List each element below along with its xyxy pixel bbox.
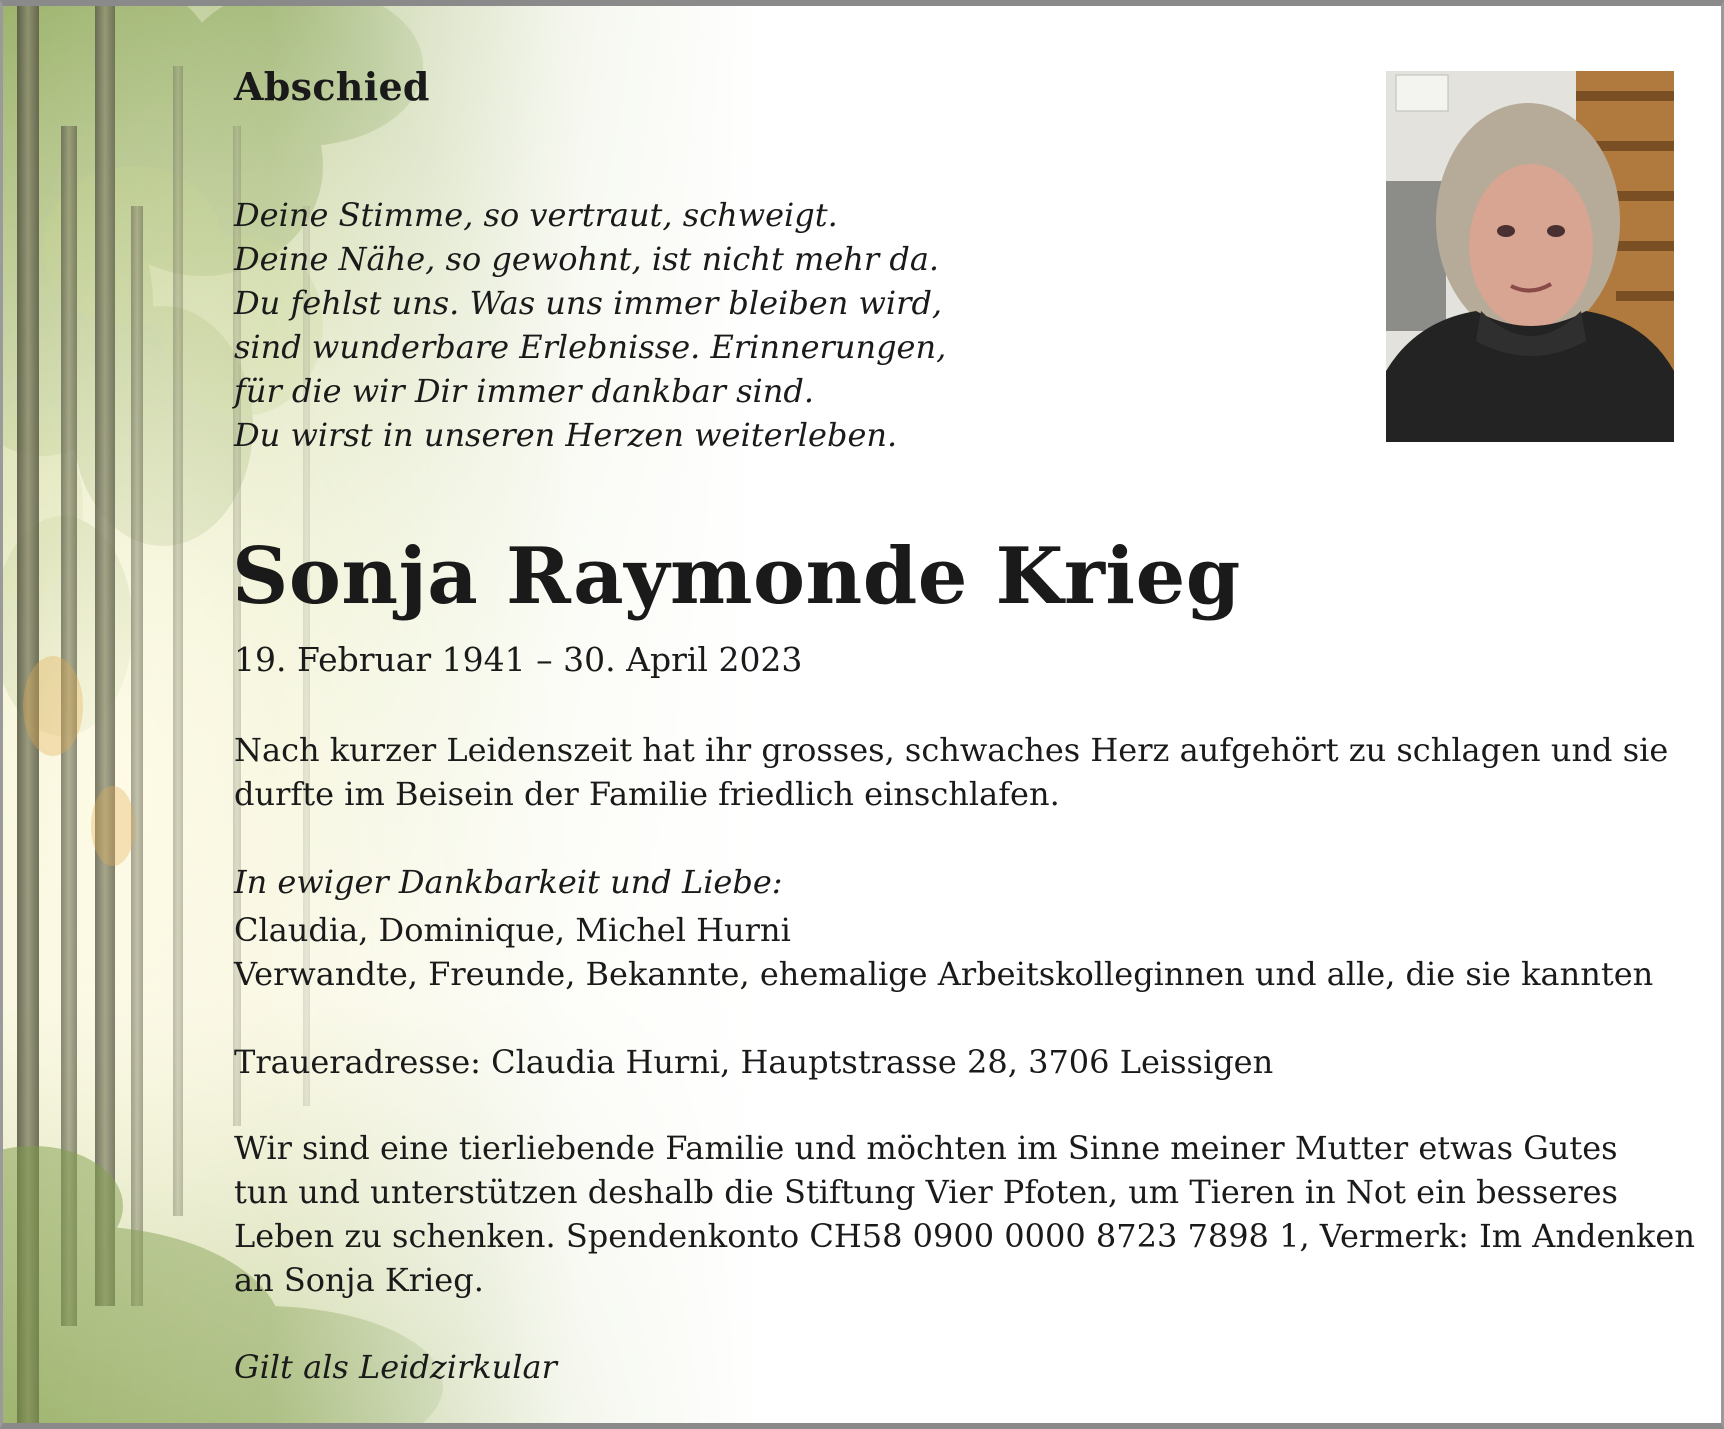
portrait-photo bbox=[1386, 71, 1674, 442]
announcement-paragraph bbox=[234, 728, 1694, 816]
mourners-others: Verwandte, Freunde, Bekannte, ehemalige Arbeitskolleginnen und alle, die sie kannten bbox=[234, 955, 1654, 993]
text-line: durfte im Beisein der Familie friedlich einschlafen. bbox=[234, 775, 1060, 813]
text-line: Nach kurzer Leidenszeit hat ihr grosses, schwaches Herz aufgehört zu schlagen und sie bbox=[234, 731, 1669, 769]
text-line: Leben zu schenken. Spendenkonto CH58 0900 0000 8723 7898 1, Vermerk: Im Andenken bbox=[234, 1217, 1695, 1255]
poem-line: Deine Stimme, so vertraut, schweigt. bbox=[234, 196, 838, 234]
poem-line: Deine Nähe, so gewohnt, ist nicht mehr da. bbox=[234, 240, 940, 278]
poem bbox=[234, 193, 1014, 457]
obituary-content bbox=[3, 6, 1721, 1423]
poem-line: für die wir Dir immer dankbar sind. bbox=[234, 372, 815, 410]
deceased-name: Sonja Raymonde Krieg bbox=[232, 531, 1241, 622]
closing-note: Gilt als Leidzirkular bbox=[234, 1348, 557, 1386]
text-line: Wir sind eine tierliebende Familie und möchten im Sinne meiner Mutter etwas Gutes bbox=[234, 1129, 1618, 1167]
text-line: tun und unterstützen deshalb die Stiftung Vier Pfoten, um Tieren in Not ein besseres bbox=[234, 1173, 1618, 1211]
gratitude-line: In ewiger Dankbarkeit und Liebe: bbox=[234, 863, 783, 901]
poem-line: Du fehlst uns. Was uns immer bleiben wird, bbox=[234, 284, 943, 322]
heading: Abschied bbox=[234, 64, 430, 109]
poem-line: sind wunderbare Erlebnisse. Erinnerungen, bbox=[234, 328, 947, 366]
life-dates: 19. Februar 1941 – 30. April 2023 bbox=[234, 640, 803, 679]
text-line: an Sonja Krieg. bbox=[234, 1261, 484, 1299]
donation-paragraph bbox=[234, 1126, 1694, 1302]
mourning-address: Traueradresse: Claudia Hurni, Hauptstrasse 28, 3706 Leissigen bbox=[234, 1043, 1274, 1081]
mourners-family: Claudia, Dominique, Michel Hurni bbox=[234, 911, 791, 949]
poem-line: Du wirst in unseren Herzen weiterleben. bbox=[234, 416, 898, 454]
